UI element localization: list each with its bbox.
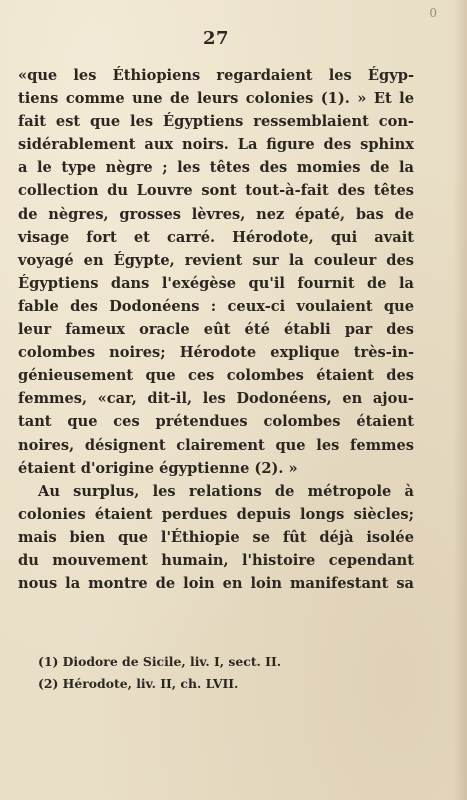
- page-number: 27: [202, 28, 230, 49]
- text-line: de nègres, grosses lèvres, nez épaté, bas de: [18, 205, 414, 223]
- text-line: nous la montre de loin en loin manifestant sa: [18, 575, 414, 593]
- text-line: fable des Dodonéens : ceux-ci voulaient que: [18, 297, 414, 315]
- text-line: «que les Éthiopiens regardaient les Égyp-: [18, 67, 414, 84]
- page-edge-shadow: [453, 0, 467, 800]
- text-line: tiens comme une de leurs colonies (1). » Et le: [18, 90, 414, 108]
- text-line: femmes, «car, dit-il, les Dodonéens, en ajou-: [18, 390, 414, 408]
- footnote-1: (1) Diodore de Sicile, liv. I, sect. II.: [38, 654, 282, 669]
- text-line: Égyptiens dans l'exégèse qu'il fournit de la: [18, 274, 414, 292]
- corner-mark: 0: [429, 6, 437, 20]
- text-line: voyagé en Égypte, revient sur la couleur des: [18, 251, 414, 269]
- paragraph-start-line: Au surplus, les relations de métropole à: [38, 482, 414, 500]
- paragraph-end-line: étaient d'origine égyptienne (2). »: [18, 459, 298, 477]
- footnotes: [38, 651, 418, 695]
- text-line: mais bien que l'Éthiopie se fût déjà isolée: [18, 528, 414, 546]
- text-line: leur fameux oracle eût été établi par des: [18, 321, 414, 339]
- text-line: du mouvement humain, l'histoire cependant: [18, 551, 414, 569]
- text-line: a le type nègre ; les têtes des momies de la: [18, 159, 414, 177]
- text-line: noires, désignent clairement que les femmes: [18, 436, 414, 454]
- text-line: fait est que les Égyptiens ressemblaient con-: [18, 113, 414, 131]
- text-line: tant que ces prétendues colombes étaient: [18, 413, 414, 431]
- body-text: [18, 64, 414, 595]
- text-line: collection du Louvre sont tout-à-fait des têtes: [18, 182, 414, 200]
- text-line: visage fort et carré. Hérodote, qui avait: [18, 228, 414, 246]
- text-line: colonies étaient perdues depuis longs siècles;: [18, 505, 414, 523]
- text-line: colombes noires; Hérodote explique très-in-: [18, 344, 414, 362]
- text-line: sidérablement aux noirs. La figure des sphinx: [18, 136, 414, 154]
- text-line: génieusement que ces colombes étaient des: [18, 367, 414, 385]
- footnote-2: (2) Hérodote, liv. II, ch. LVII.: [38, 676, 239, 691]
